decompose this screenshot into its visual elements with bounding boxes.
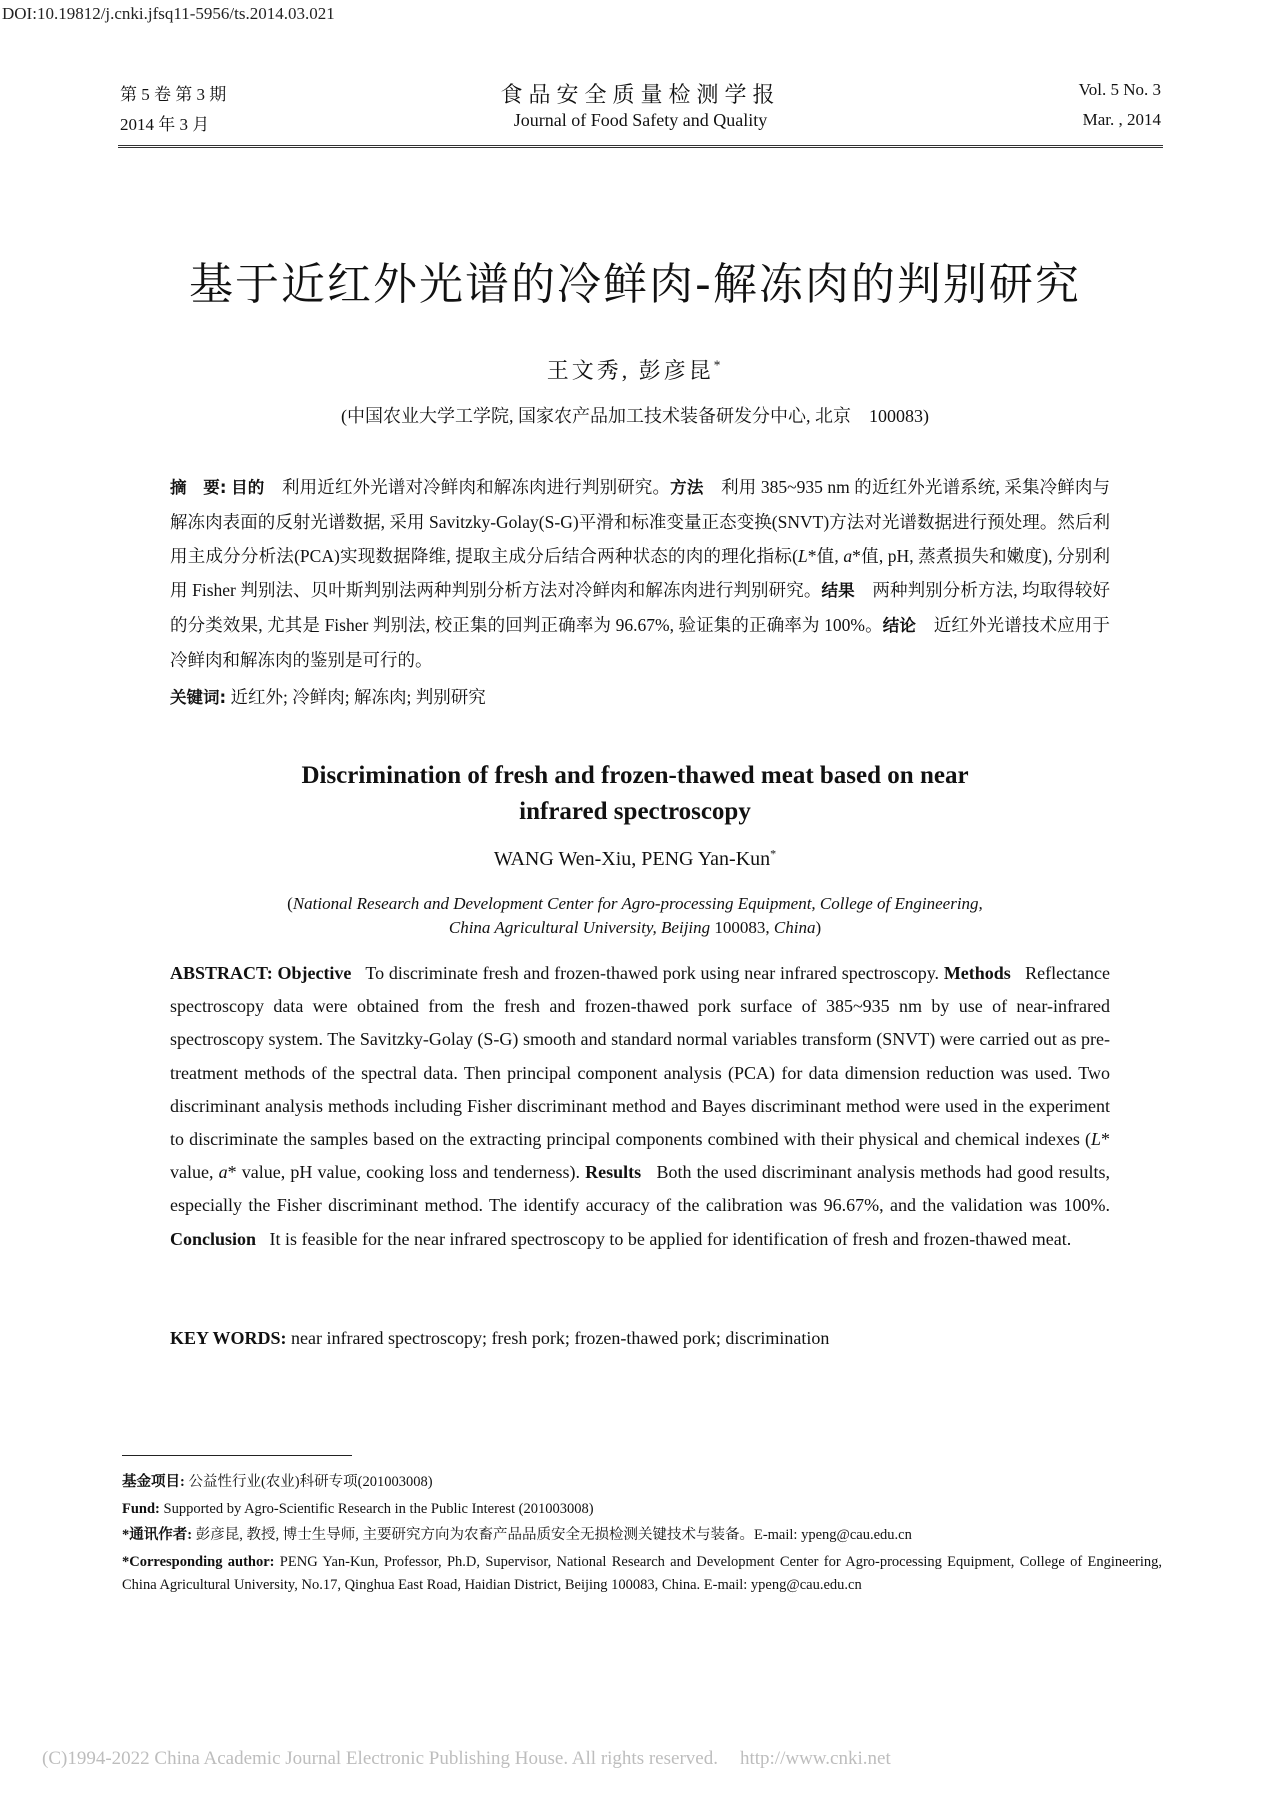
- affiliation-cn: (中国农业大学工学院, 国家农产品加工技术装备研发分中心, 北京 100083): [341, 406, 929, 426]
- issue-date-en: Mar. , 2014: [1082, 110, 1161, 129]
- fund-en-text: Supported by Agro-Scientific Research in the Public Interest (201003008): [163, 1501, 594, 1517]
- journal-header: [118, 78, 1163, 148]
- volume-issue: 第 5 卷 第 3 期: [120, 85, 227, 104]
- fund-en-label: Fund:: [122, 1501, 160, 1517]
- copyright-text: (C)1994-2022 China Academic Journal Electronic Publishing House. All rights reserved.: [42, 1748, 718, 1769]
- keywords-en: [170, 1322, 1110, 1355]
- keywords-en-text: near infrared spectroscopy; fresh pork; frozen-thawed pork; discrimination: [291, 1328, 830, 1348]
- issue-date-cn: 2014 年 3 月: [120, 115, 210, 134]
- methods-en-2: * value,: [170, 1129, 1110, 1183]
- abstract-cn: [170, 470, 1110, 677]
- methods-label-cn: 方法: [670, 478, 704, 497]
- fund-cn-label: 基金项目:: [122, 1474, 185, 1490]
- authors-cn: [0, 354, 1270, 385]
- methods-en-3: * value, pH value, cooking loss and tenderness).: [227, 1162, 580, 1183]
- conclusion-cn: 近红外光谱技术应用于冷鲜肉和解冻肉的鉴别是可行的。: [170, 615, 1111, 670]
- affiliation-en-country: China: [773, 918, 816, 937]
- corr-en-label: *Corresponding author:: [122, 1554, 275, 1570]
- title-en-line1: Discrimination of fresh and frozen-thawed meat based on near: [301, 762, 969, 789]
- keywords-cn-text: 近红外; 冷鲜肉; 解冻肉; 判别研究: [230, 687, 486, 707]
- corr-cn-label: *通讯作者:: [122, 1527, 193, 1543]
- affiliation-en-postcode: 100083,: [710, 918, 774, 937]
- keywords-cn: [170, 680, 1110, 715]
- footnote-fund-en: [122, 1498, 1162, 1521]
- results-label-en: Results: [585, 1162, 642, 1183]
- footnote-corresponding-en: [122, 1551, 1162, 1597]
- title-en-line2: infrared spectroscopy: [519, 798, 751, 825]
- authors-en: [0, 848, 1270, 871]
- objective-cn: 利用近红外光谱对冷鲜肉和解冻肉进行判别研究。: [282, 477, 671, 497]
- cnki-link[interactable]: http://www.cnki.net: [739, 1748, 891, 1769]
- conclusion-label-cn: 结论: [882, 616, 917, 635]
- methods-cn-1: 利用 385~935 nm 的近红外光谱系统, 采集冷鲜肉与解冻肉表面的反射光谱数据, 采用 Savitzky-Golay(S-G)平滑和标准变量正态变换(SNVT)方法对光谱数据进行预处理。然后利用主成分分析法(PCA)实现数据降维, 提取主成分后结合两种状态的肉的理化指标(: [170, 477, 1111, 566]
- objective-label-en: Objective: [277, 963, 352, 983]
- keywords-en-label: KEY WORDS:: [170, 1328, 287, 1348]
- footnote-corresponding-cn: [122, 1524, 1162, 1547]
- authors-cn-names: 王文秀, 彭彦昆: [546, 358, 714, 383]
- results-label-cn: 结果: [821, 581, 855, 600]
- objective-label-cn: 目的: [231, 478, 265, 497]
- journal-name-en: Journal of Food Safety and Quality: [513, 110, 768, 130]
- affiliation-en-open: (: [287, 894, 293, 913]
- doi: DOI:10.19812/j.cnki.jfsq11-5956/ts.2014.03.021: [2, 4, 335, 23]
- abstract-en: [170, 957, 1110, 1256]
- authors-en-names: WANG Wen-Xiu, PENG Yan-Kun: [493, 848, 771, 870]
- affiliation-en: [0, 892, 1270, 940]
- footnote-rule: [122, 1455, 352, 1456]
- conclusion-en: It is feasible for the near infrared spectroscopy to be applied for identification of fresh and frozen-thawed meat.: [269, 1228, 1072, 1249]
- results-en: Both the used discriminant analysis methods had good results, especially the Fisher discriminant method. The identify accuracy of the calibration was 96.67%, and the validation was 100%.: [170, 1162, 1111, 1216]
- keywords-cn-label: 关键词:: [170, 688, 227, 707]
- methods-en-L: L: [1090, 1129, 1101, 1150]
- title-en: [0, 758, 1270, 830]
- methods-en-a: a: [218, 1162, 228, 1183]
- methods-cn-3: *值, pH, 蒸煮损失和嫩度), 分别利用 Fisher 判别法、贝叶斯判别法两种判别分析方法对冷鲜肉和解冻肉进行判别研究。: [170, 546, 1111, 600]
- corresponding-mark: *: [713, 357, 724, 373]
- affiliation-en-close: ): [815, 918, 822, 937]
- methods-cn-a: a: [843, 546, 853, 566]
- affiliation-en-line1: National Research and Development Center for Agro-processing Equipment, College of Engineering,: [292, 894, 983, 913]
- methods-en-1: Reflectance spectroscopy data were obtained from the fresh and frozen-thawed pork surface of 385~935 nm by use of near-infrared spectroscopy system. The Savitzky-Golay (S-G) smooth and standard normal variables transform (SNVT) were carried out as pre-treatment methods of the spectral data. Then principal component analysis (PCA) for data dimension reduction was used. Two discriminant analysis methods including Fisher discriminant method and Bayes discriminant method were used in the experiment to discriminate the samples based on the extracting principal components combined with their physical and chemical indexes (: [170, 963, 1111, 1150]
- abstract-cn-label: 摘 要:: [170, 478, 227, 497]
- methods-label-en: Methods: [943, 963, 1011, 983]
- title-cn: 基于近红外光谱的冷鲜肉-解冻肉的判别研究: [189, 259, 1081, 310]
- objective-en: To discriminate fresh and frozen-thawed pork using near infrared spectroscopy.: [365, 963, 940, 983]
- corresponding-mark-en: *: [770, 846, 777, 861]
- fund-cn-text: 公益性行业(农业)科研专项(201003008): [188, 1474, 433, 1490]
- methods-cn-2: *值,: [807, 546, 844, 566]
- journal-name-cn: 食品安全质量检测学报: [500, 82, 781, 107]
- methods-cn-L: L: [797, 546, 808, 566]
- corr-en-text: PENG Yan-Kun, Professor, Ph.D, Supervisor, National Research and Development Center for Agro-processing Equipment, College of Engineering, China Agricultural University, No.17, Qinghua East Road, Haidian District, Beijing 100083, China. E-mail: ypeng@cau.edu.cn: [122, 1554, 1163, 1593]
- volume-number-en: Vol. 5 No. 3: [1078, 80, 1161, 99]
- conclusion-label-en: Conclusion: [170, 1228, 257, 1249]
- footnote-fund-cn: [122, 1471, 1162, 1494]
- corr-cn-text: 彭彦昆, 教授, 博士生导师, 主要研究方向为农畜产品品质安全无损检测关键技术与装备。E-mail: ypeng@cau.edu.cn: [195, 1527, 912, 1543]
- abstract-en-label: ABSTRACT:: [170, 963, 273, 983]
- affiliation-en-line2: China Agricultural University, Beijing: [448, 918, 711, 937]
- copyright-notice: [42, 1748, 891, 1770]
- results-cn: 两种判别分析方法, 均取得较好的分类效果, 尤其是 Fisher 判别法, 校正集的回判正确率为 96.67%, 验证集的正确率为 100%。: [170, 580, 1111, 635]
